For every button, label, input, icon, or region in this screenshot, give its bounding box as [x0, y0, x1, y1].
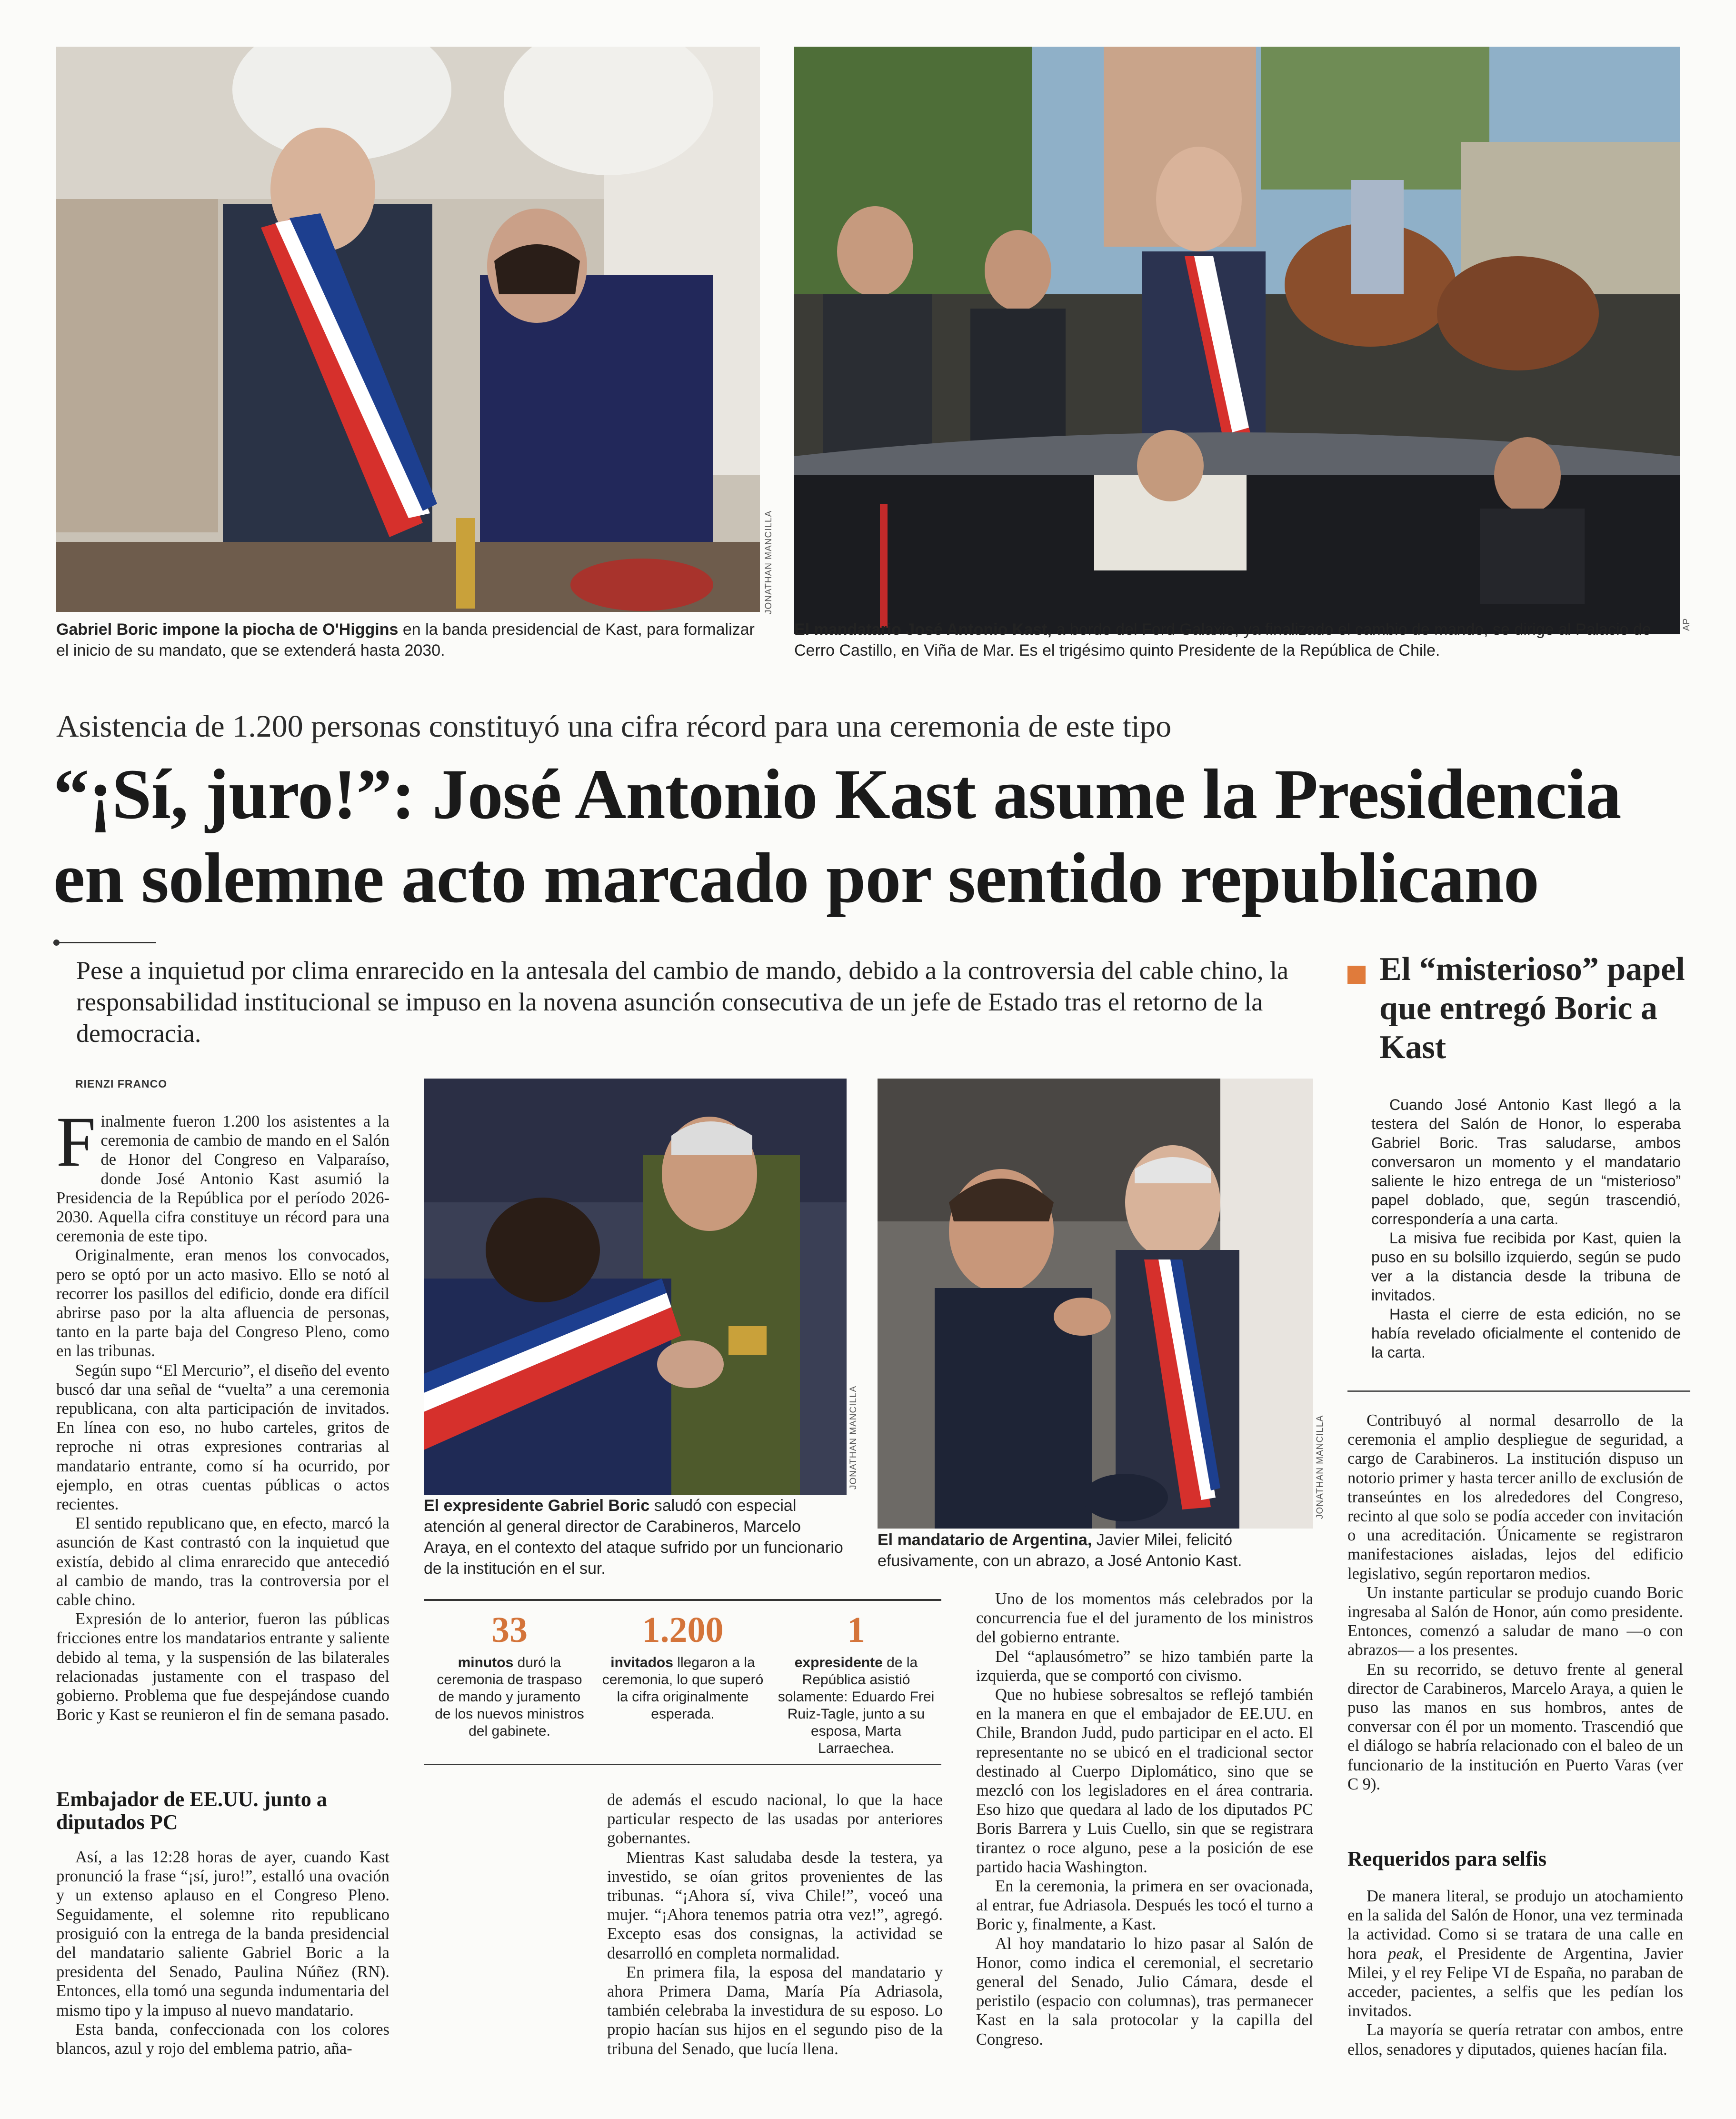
article-paragraph: Originalmente, eran menos los convocados, pero se optó por un acto masivo. Ello se notó al recorrer los pasillos del edificio, donde era difícil abrirse paso por la alta afluencia de personas, tanto en la parte baja del Congreso Pleno, como en las tribunas. — [56, 1246, 389, 1360]
article-column-4b — [1347, 1887, 1683, 2059]
sidebar-paragraph: Hasta el cierre de esta edición, no se había revelado oficialmente el contenido de la carta. — [1371, 1306, 1681, 1361]
article-column-3 — [976, 1589, 1313, 2049]
stat-text — [775, 1654, 937, 1757]
caption-text: en la banda presidencial de Kast, para formalizar el inicio de su mandato, que se extenderá hasta 2030. — [56, 620, 755, 660]
article-paragraph: Del “aplausómetro” se hizo también parte la izquierda, que se comportó con civismo. — [976, 1647, 1313, 1685]
stat-number: 33 — [491, 1610, 528, 1650]
sidebar-paragraph: La misiva fue recibida por Kast, quien la puso en su bolsillo izquierdo, según se pudo ver a la distancia desde la tribuna de invitados. — [1371, 1229, 1681, 1304]
photo-kast-ford-galaxie-image — [794, 47, 1680, 634]
photo-boric-piocha-image — [56, 47, 760, 612]
byline: RIENZI FRANCO — [75, 1078, 168, 1090]
stat-desc: duró la ceremonia de traspaso de mando y juramento de los nuevos ministros del gabinete. — [435, 1655, 584, 1739]
photo-credit: JONATHAN MANCILLA — [848, 1385, 858, 1489]
caption-text: Javier Milei, felicitó efusivamente, con un abrazo, a José Antonio Kast. — [878, 1531, 1242, 1570]
sidebar-body — [1371, 1095, 1681, 1362]
sidebar-square-icon — [1347, 966, 1366, 984]
stat-desc: de la República asistió solamente: Eduardo Frei Ruiz-Tagle, junto a su esposa, Marta Larraechea. — [778, 1655, 935, 1756]
caption-bold: El mandatario de Argentina, — [878, 1531, 1092, 1549]
article-paragraph — [56, 1102, 389, 1246]
caption-bold: El mandatario José Antonio Kast, — [794, 620, 1052, 639]
subhead-embajador: Embajador de EE.UU. junto a diputados PC — [56, 1788, 327, 1834]
photo-credit: JONATHAN MANCILLA — [1315, 1415, 1325, 1519]
article-paragraph: Expresión de lo anterior, fueron las públicas fricciones entre los mandatarios entrante y saliente debido al tema, y la suspensión de las bilaterales relacionadas justamente con el traspaso del gobierno. Problema que fue despejándose cuando Boric y Kast se reunieron el fin de semana pasado. — [56, 1610, 389, 1724]
drop-cap: F — [56, 1102, 96, 1181]
sidebar-divider — [1347, 1390, 1690, 1392]
caption-top-right — [794, 619, 1681, 661]
article-paragraph: En la ceremonia, la primera en ser ovacionada, al entrar, fue Adriasola. Después les tocó el turno a Boric y, finalmente, a Kast. — [976, 1877, 1313, 1934]
photo-boric-araya — [424, 1079, 847, 1495]
caption-bold: Gabriel Boric impone la piocha de O'Higgins — [56, 620, 399, 639]
caption-mid-right — [878, 1529, 1316, 1571]
stat-text — [429, 1654, 590, 1740]
article-paragraph: Contribuyó al normal desarrollo de la ceremonia el amplio despliegue de seguridad, a cargo de Carabineros. La institución dispuso un notorio primer y hasta tercer anillo de exclusión de transeúntes en los alrededores del Congreso, recinto al que solo se podía acceder con invitación o una acreditación. Únicamente se registraron manifestaciones aisladas, lejos del edificio legislativo, según reportaron medios. — [1347, 1411, 1683, 1583]
caption-text: a bordo del Ford Galaxie, ya finalizado el cambio de mando, se dirige al Palacio de Cerro Castillo, en Viña de Mar. Es el trigésimo quinto Presidente de la República de Chile. — [794, 620, 1651, 660]
paragraph-text: , el Presidente de Argentina, Javier Milei, y el rey Felipe VI de España, no paraban de acceder, pacientes, a selfis que les pedían los invitados. — [1347, 1944, 1683, 2020]
lede: Pese a inquietud por clima enrarecido en la antesala del cambio de mando, debido a la controversia del cable chino, la responsabilidad institucional se impuso en la novena asunción consecutiva de un jefe de Estado tras el retorno de la democracia. — [76, 956, 1288, 1048]
article-paragraph: En su recorrido, se detuvo frente al general director de Carabineros, Marcelo Araya, a quien le puso las manos en sus hombros, antes de conversar con él por un momento. Trascendió que el diálogo se habría relacionado con el baleo de un funcionario de la institución en Puerto Varas (ver C 9). — [1347, 1660, 1683, 1793]
paragraph-text: inalmente fueron 1.200 los asistentes a la ceremonia de cambio de mando en el Salón de Honor del Congreso en Valparaíso, donde José Antonio Kast asumió la Presidencia de la República por el período 2026-2030. Aquella cifra constituye un récord para una ceremonia de este tipo. — [56, 1112, 389, 1246]
article-paragraph: Mientras Kast saludaba desde la testera, ya investido, se oían gritos provenientes de las tribunas. “¡Ahora sí, viva Chile!”, voceó una mujer. “¡Ahora tenemos patria otra vez!”, agregó. Excepto esas dos consignas, la actividad se desarrolló en completa normalidad. — [607, 1848, 943, 1962]
photo-credit: AP — [1682, 618, 1692, 631]
stat-item — [602, 1609, 764, 1723]
stat-number: 1 — [847, 1610, 865, 1650]
article-paragraph: Esta banda, confeccionada con los colores blancos, azul y rojo del emblema patrio, aña- — [56, 2020, 389, 2058]
stat-desc: llegaron a la ceremonia, lo que superó la cifra originalmente esperada. — [602, 1655, 764, 1722]
stat-item — [775, 1609, 937, 1757]
sidebar-paragraph: Cuando José Antonio Kast llegó a la testera del Salón de Honor, lo esperaba Gabriel Boric. Tras saludarse, ambos conversaron un momento y el mandatario saliente le hizo entrega de un “misterioso” papel doblado, que, según trascendió, correspondería a una carta. — [1371, 1096, 1681, 1228]
photo-credit: JONATHAN MANCILLA — [764, 510, 774, 614]
caption-top-left — [56, 619, 761, 661]
photo-milei-kast-image — [878, 1079, 1313, 1529]
article-paragraph: de además el escudo nacional, lo que la hace particular respecto de las usadas por anteriores gobernantes. — [607, 1791, 943, 1848]
paragraph-italic: peak — [1388, 1944, 1419, 1963]
divider-rule — [56, 942, 156, 943]
article-paragraph — [1347, 1887, 1683, 2020]
stat-text — [602, 1654, 764, 1723]
caption-bold: El expresidente Gabriel Boric — [424, 1497, 650, 1515]
article-paragraph: Que no hubiese sobresaltos se reflejó también en la manera en que el embajador de EE.UU. en Chile, Brandon Judd, pudo participar en el acto. El representante no se ubicó en el tradicional sector destinado al Cuerpo Diplomático, sino que se mezcló con los legisladores en el área contraria. Eso hizo que quedara al lado de los diputados PC Boris Barrera y Luis Cuello, sin que se registrara tirantez o roce alguno, pese a la posición de ese partido hacia Washington. — [976, 1686, 1313, 1876]
article-paragraph: Al hoy mandatario lo hizo pasar al Salón de Honor, como indica el ceremonial, el secretario general del Senado, Julio Cámara, desde el peristilo (espacio con columnas), tras permanecer Kast en la sala protocolar y la capilla del Congreso. — [976, 1934, 1313, 2049]
article-paragraph: En primera fila, la esposa del mandatario y ahora Primera Dama, María Pía Adriasola, también celebraba la investidura de su esposo. Lo propio hacían sus hijos en el segundo piso de la tribuna del Senado, que lucía llena. — [607, 1963, 943, 2058]
article-column-1b — [56, 1848, 389, 2058]
article-paragraph: Uno de los momentos más celebrados por la concurrencia fue el del juramento de los ministros del gobierno entrante. — [976, 1590, 1313, 1647]
stat-bold: minutos — [458, 1655, 514, 1670]
article-paragraph: El sentido republicano que, en efecto, marcó la asunción de Kast contrastó con la inquietud que existía, debido al clima enrarecido que antecedió al cambio de mando, tras la controversia por el cable chino. — [56, 1514, 389, 1609]
stat-bold: expresidente — [794, 1655, 883, 1670]
article-column-2 — [607, 1790, 943, 2059]
stats-box — [424, 1599, 941, 1765]
article-paragraph: La mayoría se quería retratar con ambos, entre ellos, senadores y diputados, quienes hacían fila. — [1347, 2021, 1683, 2059]
article-paragraph: Según supo “El Mercurio”, el diseño del evento buscó dar una señal de “vuelta” a una ceremonia republicana, con alta participación de invitados. En línea con eso, no hubo carteles, gritos de reproche ni otras expresiones contrarias al mandatario entrante, como sí ha ocurrido, por ejemplo, en otras cuentas públicas o actos recientes. — [56, 1361, 389, 1514]
photo-boric-araya-image — [424, 1079, 847, 1495]
article-paragraph: Un instante particular se produjo cuando Boric ingresaba al Salón de Honor, aún como presidente. Entonces, comenzó a saludar de mano —o con abrazos— a los presentes. — [1347, 1583, 1683, 1659]
stat-number: 1.200 — [642, 1610, 724, 1650]
caption-mid-left — [424, 1495, 848, 1579]
kicker: Asistencia de 1.200 personas constituyó una cifra récord para una ceremonia de este tipo — [56, 709, 1172, 744]
subhead-selfis: Requeridos para selfis — [1347, 1847, 1546, 1870]
article-column-4 — [1347, 1411, 1683, 1794]
stat-item — [429, 1609, 590, 1740]
photo-boric-piocha — [56, 47, 760, 612]
stat-bold: invitados — [610, 1655, 673, 1670]
caption-text: saludó con especial atención al general director de Carabineros, Marcelo Araya, en el contexto del ataque sufrido por un funcionario de la institución en el sur. — [424, 1497, 843, 1578]
article-paragraph: Así, a las 12:28 horas de ayer, cuando Kast pronunció la frase “¡sí, juro!”, estalló una ovación y un extenso aplauso en el Congreso Pleno. Seguidamente, el solemne rito republicano prosiguió con la entrega de la banda presidencial del mandatario saliente Gabriel Boric a la presidenta del Senado, Paulina Núñez (RN). Entonces, ella tomó una segunda indumentaria del mismo tipo y la impuso al nuevo mandatario. — [56, 1848, 389, 2019]
article-column-1 — [56, 1102, 389, 1725]
paragraph-text: De manera literal, se produjo un atochamiento en la salida del Salón de Honor, una vez terminada la actividad. Como si se tratara de una calle en hora — [1347, 1887, 1683, 1963]
headline: “¡Sí, juro!”: José Antonio Kast asume la Presidencia en solemne acto marcado por sentido republicano — [53, 755, 1621, 918]
photo-milei-kast — [878, 1079, 1313, 1529]
sidebar-title: El “misterioso” papel que entregó Boric a Kast — [1379, 951, 1685, 1066]
photo-kast-ford-galaxie — [794, 47, 1680, 634]
